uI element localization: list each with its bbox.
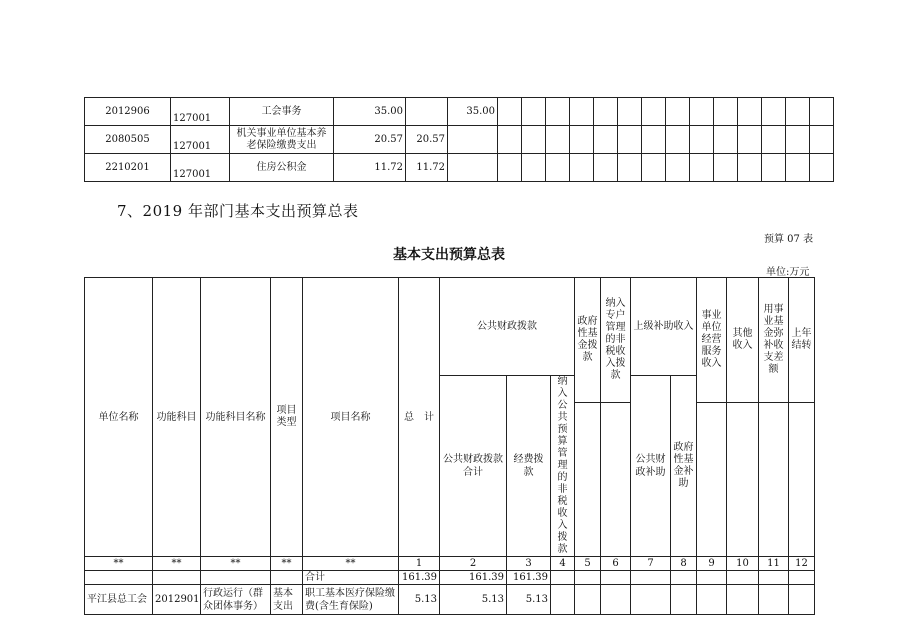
index-cell: ** xyxy=(85,557,153,571)
index-cell: 2 xyxy=(440,557,507,571)
header-career-fund: 用事业基金弥补收支差额 xyxy=(759,278,789,403)
table-row xyxy=(85,126,834,154)
project-name: 职工基本医疗保险缴费(含生育保险) xyxy=(303,585,399,615)
header-public-finance-total: 公共财政拨款合计 xyxy=(440,376,507,557)
index-cell: ** xyxy=(201,557,271,571)
header-project-type: 项目类型 xyxy=(271,278,303,557)
header-budget-mgmt: 纳入公共预算管理的非税收入拨款 xyxy=(551,376,575,557)
subject-name: 机关事业单位基本养老保险缴费支出 xyxy=(230,126,334,154)
unit-code: 127001 xyxy=(171,154,230,182)
value-cell: 35.00 xyxy=(448,98,498,126)
index-cell: 5 xyxy=(575,557,601,571)
index-cell: ** xyxy=(271,557,303,571)
total-label: 合计 xyxy=(303,571,399,585)
index-cell: ** xyxy=(153,557,201,571)
index-cell: 10 xyxy=(727,557,759,571)
index-cell: 6 xyxy=(601,557,631,571)
header-project-name: 项目名称 xyxy=(303,278,399,557)
header-business-income: 事业单位经营服务收入 xyxy=(697,278,727,403)
value-cell: 11.72 xyxy=(406,154,448,182)
index-cell: 7 xyxy=(631,557,671,571)
section-heading: 7、2019 年部门基本支出预算总表 xyxy=(117,202,359,220)
value-cell xyxy=(448,126,498,154)
total-row xyxy=(85,571,815,585)
header-public-subsidy: 公共财政补助 xyxy=(631,376,671,557)
previous-table xyxy=(84,97,834,182)
index-cell: 4 xyxy=(551,557,575,571)
value-cell: 5.13 xyxy=(507,585,551,615)
value-cell: 5.13 xyxy=(440,585,507,615)
header-carryover: 上年结转 xyxy=(789,278,815,403)
budget-table xyxy=(84,277,815,615)
value-cell: 20.57 xyxy=(406,126,448,154)
header-funding: 经费拨款 xyxy=(507,376,551,557)
index-cell: 3 xyxy=(507,557,551,571)
index-row xyxy=(85,557,815,571)
header-superior-subsidy: 上级补助收入 xyxy=(631,278,697,376)
subject-code: 2210201 xyxy=(85,154,171,182)
header-gov-fund: 政府性基金拨款 xyxy=(575,278,601,403)
subject-name: 住房公积金 xyxy=(230,154,334,182)
table-row xyxy=(85,154,834,182)
index-cell: 8 xyxy=(671,557,697,571)
project-type: 基本支出 xyxy=(271,585,303,615)
total-cell: 11.72 xyxy=(334,154,406,182)
subject-code: 2012906 xyxy=(85,98,171,126)
value-cell: 161.39 xyxy=(440,571,507,585)
index-cell: 1 xyxy=(399,557,440,571)
header-unit-name: 单位名称 xyxy=(85,278,153,557)
header-public-finance: 公共财政拨款 xyxy=(440,278,575,376)
header-row xyxy=(85,278,815,376)
index-cell: 9 xyxy=(697,557,727,571)
unit-label: 单位:万元 xyxy=(766,267,810,278)
index-cell: 12 xyxy=(789,557,815,571)
value-cell: 161.39 xyxy=(507,571,551,585)
table-title: 基本支出预算总表 xyxy=(393,247,505,263)
index-cell: ** xyxy=(303,557,399,571)
table-row xyxy=(85,98,834,126)
header-special-mgmt: 纳入专户管理的非税收入拨款 xyxy=(601,278,631,403)
value-cell xyxy=(406,98,448,126)
header-func-subject: 功能科目 xyxy=(153,278,201,557)
header-other-income: 其他收入 xyxy=(727,278,759,403)
total-cell: 35.00 xyxy=(334,98,406,126)
total-cell: 20.57 xyxy=(334,126,406,154)
index-cell: 11 xyxy=(759,557,789,571)
header-gov-fund-subsidy: 政府性基金补助 xyxy=(671,376,697,557)
subject-code: 2080505 xyxy=(85,126,171,154)
form-number: 预算 07 表 xyxy=(764,234,814,245)
header-total: 总 计 xyxy=(399,278,440,557)
unit-name: 平江县总工会 xyxy=(85,585,153,615)
subject-name: 行政运行（群众团体事务） xyxy=(201,585,271,615)
table-row xyxy=(85,585,815,615)
total-cell: 5.13 xyxy=(399,585,440,615)
unit-code: 127001 xyxy=(171,126,230,154)
header-func-subject-name: 功能科目名称 xyxy=(201,278,271,557)
value-cell xyxy=(448,154,498,182)
unit-code: 127001 xyxy=(171,98,230,126)
total-cell: 161.39 xyxy=(399,571,440,585)
subject-code: 2012901 xyxy=(153,585,201,615)
subject-name: 工会事务 xyxy=(230,98,334,126)
